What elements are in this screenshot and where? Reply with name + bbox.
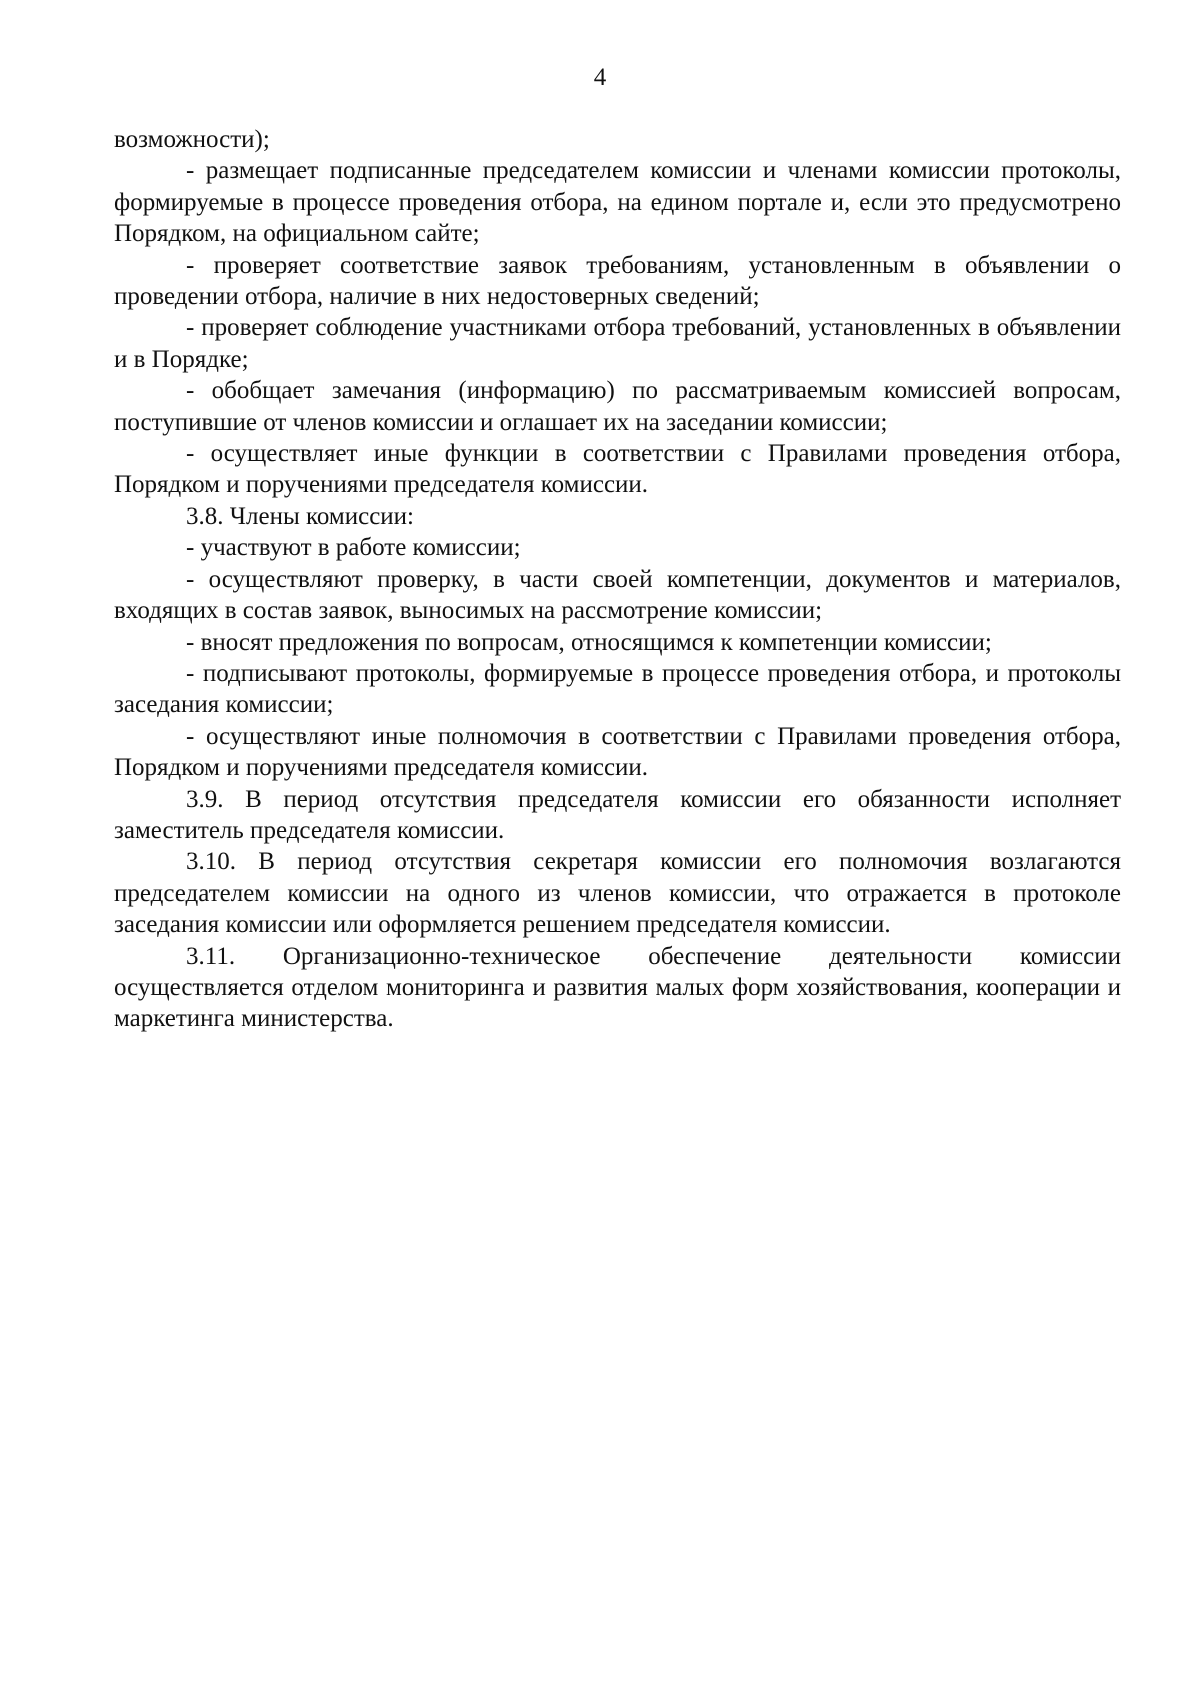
paragraph-secretary-duty-publish: - размещает подписанные председателем комиссии и членами комиссии протоколы, формируемые в процессе проведения отбора, на едином портале и, если это предусмотрено Порядком, на официальном сайте; — [114, 157, 1121, 248]
paragraph-continuation: возможности); — [114, 126, 270, 153]
paragraph-section-3-11: 3.11. Организационно-техническое обеспечение деятельности комиссии осуществляется отделом мониторинга и развития малых форм хозяйствования, кооперации и маркетинга министерства. — [114, 942, 1121, 1033]
paragraph-section-3-10: 3.10. В период отсутствия секретаря комиссии его полномочия возлагаются председателем комиссии на одного из членов комиссии, что отражается в протоколе заседания комиссии или оформляется решением председателя комиссии. — [114, 848, 1121, 939]
paragraph-secretary-duty-summarize: - обобщает замечания (информацию) по рассматриваемым комиссией вопросам, поступившие от членов комиссии и оглашает их на заседании комиссии; — [114, 377, 1121, 436]
paragraph-members-duty-other: - осуществляют иные полномочия в соответствии с Правилами проведения отбора, Порядком и поручениями председателя комиссии. — [114, 722, 1121, 782]
paragraph-members-duty-sign: - подписывают протоколы, формируемые в процессе проведения отбора, и протоколы заседания комиссии; — [114, 659, 1121, 719]
paragraph-secretary-duty-check-applications: - проверяет соответствие заявок требованиям, установленным в объявлении о проведении отбора, наличие в них недостоверных сведений; — [114, 251, 1121, 311]
paragraph-members-duty-participate: - участвуют в работе комиссии; — [186, 534, 521, 562]
page-number: 4 — [593, 64, 607, 91]
paragraph-section-3-9: 3.9. В период отсутствия председателя комиссии его обязанности исполняет заместитель председателя комиссии. — [114, 785, 1121, 844]
paragraph-secretary-duty-check-compliance: - проверяет соблюдение участниками отбора требований, установленных в объявлении и в Порядке; — [114, 314, 1121, 373]
document-body — [114, 124, 1121, 1035]
paragraph-members-duty-propose: - вносят предложения по вопросам, относящимся к компетенции комиссии; — [186, 628, 992, 656]
paragraph-secretary-duty-other: - осуществляет иные функции в соответствии с Правилами проведения отбора, Порядком и поручениями председателя комиссии. — [114, 440, 1121, 499]
paragraph-section-3-8: 3.8. Члены комиссии: — [186, 502, 414, 530]
paragraph-members-duty-check-documents: - осуществляют проверку, в части своей компетенции, документов и материалов, входящих в состав заявок, выносимых на рассмотрение комиссии; — [114, 565, 1121, 625]
